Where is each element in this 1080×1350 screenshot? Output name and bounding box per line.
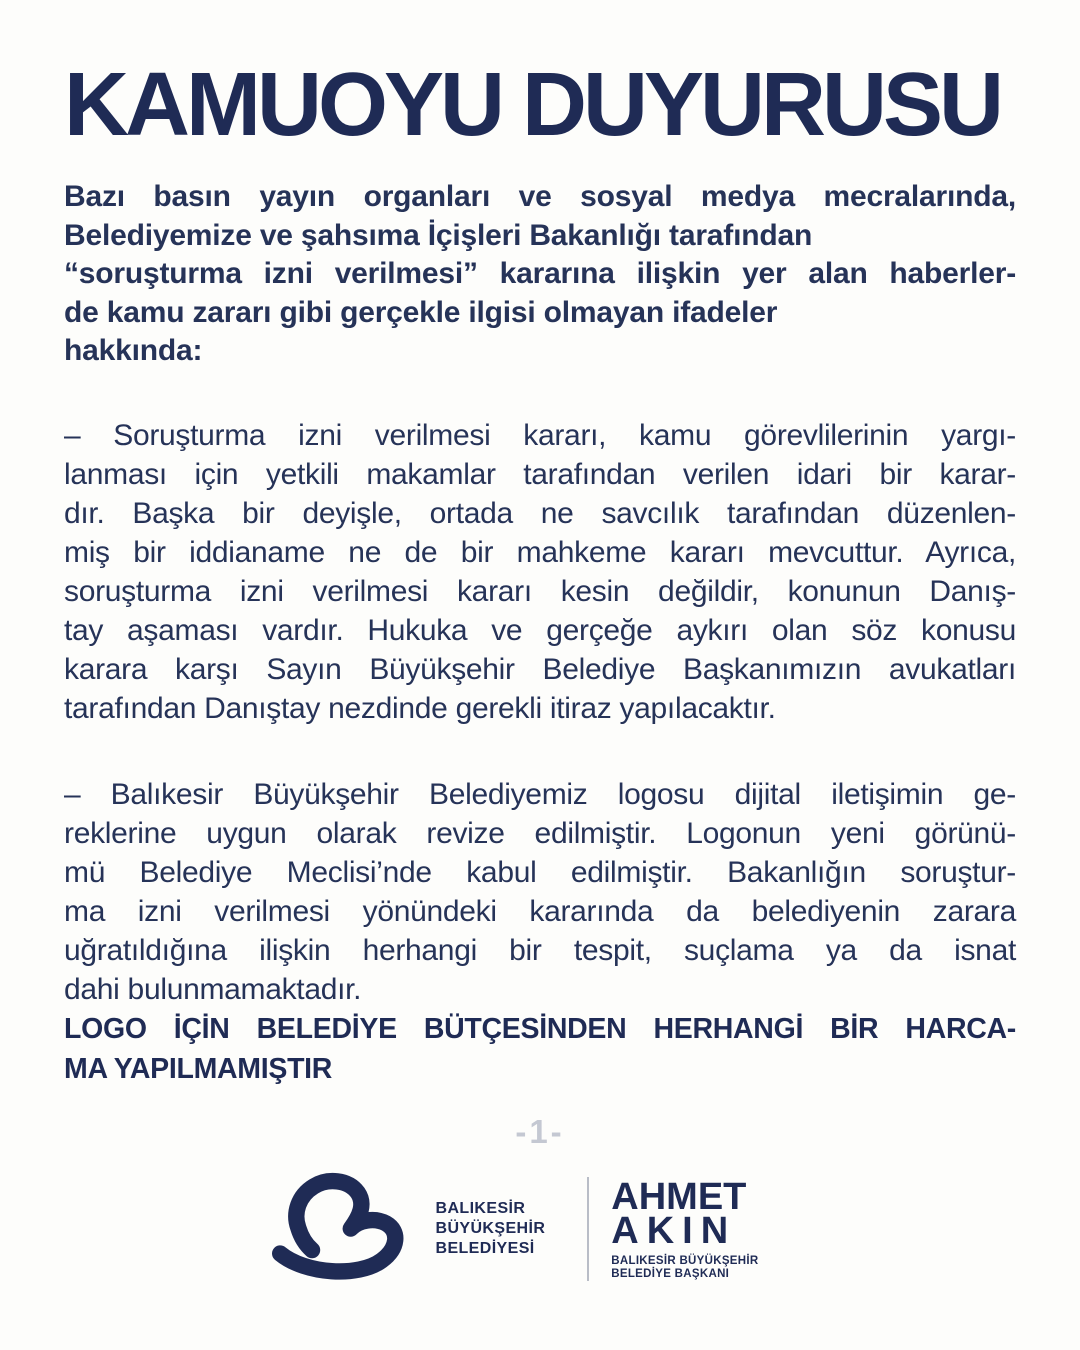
paragraph-line: lanması için yetkili makamlar tarafından verilen idari bir karar- bbox=[64, 457, 1016, 491]
closing-statement bbox=[64, 1009, 1016, 1089]
mayor-title-line: BALIKESİR BÜYÜKŞEHİR bbox=[611, 1254, 759, 1267]
mayor-title-line: BELEDİYE BAŞKANI bbox=[611, 1267, 730, 1280]
paragraph-line: reklerine uygun olarak revize edilmiştir. Logonun yeni görünü- bbox=[64, 816, 1016, 850]
page-title: KAMUOYU DUYURUSU bbox=[64, 55, 1001, 155]
body-paragraph-1 bbox=[64, 416, 1016, 728]
paragraph-line: tay aşaması vardır. Hukuka ve gerçeğe aykırı olan söz konusu bbox=[64, 613, 1016, 647]
intro-line: Belediyemize ve şahsıma İçişleri Bakanlığı tarafından bbox=[64, 218, 813, 252]
heart-b-logo-icon bbox=[269, 1168, 411, 1290]
intro-line: “soruşturma izni verilmesi” kararına ilişkin yer alan haberler- bbox=[64, 257, 1016, 290]
announcement-content bbox=[64, 0, 1016, 1151]
page-number: -1- bbox=[515, 1112, 565, 1150]
intro-line: Bazı basın yayın organları ve sosyal medya mecralarında, bbox=[64, 180, 1016, 213]
municipality-name-line: BELEDİYESİ bbox=[435, 1240, 535, 1257]
closing-line: LOGO İÇİN BELEDİYE BÜTÇESİNDEN HERHANGİ BİR HARCA- bbox=[64, 1012, 1016, 1045]
mayor-name-line: AKIN bbox=[611, 1209, 737, 1252]
mayor-title bbox=[611, 1255, 758, 1281]
closing-line: MA YAPILMAMIŞTIR bbox=[64, 1052, 333, 1085]
paragraph-line: karara karşı Sayın Büyükşehir Belediye Başkanımızın avukatları bbox=[64, 652, 1016, 686]
paragraph-line: ma izni verilmesi yönündeki kararında da belediyenin zarara bbox=[64, 894, 1016, 928]
paragraph-line: uğratıldığına ilişkin herhangi bir tespit, suçlama ya da isnat bbox=[64, 933, 1016, 967]
paragraph-line: dır. Başka bir deyişle, ortada ne savcılık tarafından düzenlen- bbox=[64, 496, 1016, 530]
municipality-name bbox=[435, 1199, 545, 1259]
paragraph-line: – Balıkesir Büyükşehir Belediyemiz logosu dijital iletişimin ge- bbox=[64, 777, 1016, 811]
paragraph-line: tarafından Danıştay nezdinde gerekli itiraz yapılacaktır. bbox=[64, 691, 776, 725]
paragraph-line: soruşturma izni verilmesi kararı kesin değildir, konunun Danış- bbox=[64, 574, 1016, 608]
municipality-name-line: BÜYÜKŞEHİR bbox=[435, 1220, 546, 1237]
paragraph-line: miş bir iddianame ne de bir mahkeme kararı mevcuttur. Ayrıca, bbox=[64, 535, 1016, 569]
intro-line: de kamu zararı gibi gerçekle ilgisi olmayan ifadeler bbox=[64, 295, 778, 329]
paragraph-line: dahi bulunmamaktadır. bbox=[64, 972, 362, 1006]
intro-line: hakkında: bbox=[64, 334, 203, 367]
paragraph-line: – Soruşturma izni verilmesi kararı, kamu görevlilerinin yargı- bbox=[64, 418, 1016, 452]
mayor-block bbox=[611, 1175, 759, 1281]
mayor-name bbox=[611, 1175, 758, 1252]
municipality-name-line: BALIKESİR bbox=[435, 1200, 526, 1217]
paragraph-line: mü Belediye Meclisi’nde kabul edilmiştir. Bakanlığın soruştur- bbox=[64, 855, 1016, 889]
footer-divider bbox=[587, 1177, 589, 1281]
mayor-name-line: AHMET bbox=[611, 1175, 747, 1218]
body-paragraph-2 bbox=[64, 775, 1016, 1009]
footer bbox=[0, 1168, 1080, 1290]
intro-paragraph bbox=[64, 178, 1016, 371]
